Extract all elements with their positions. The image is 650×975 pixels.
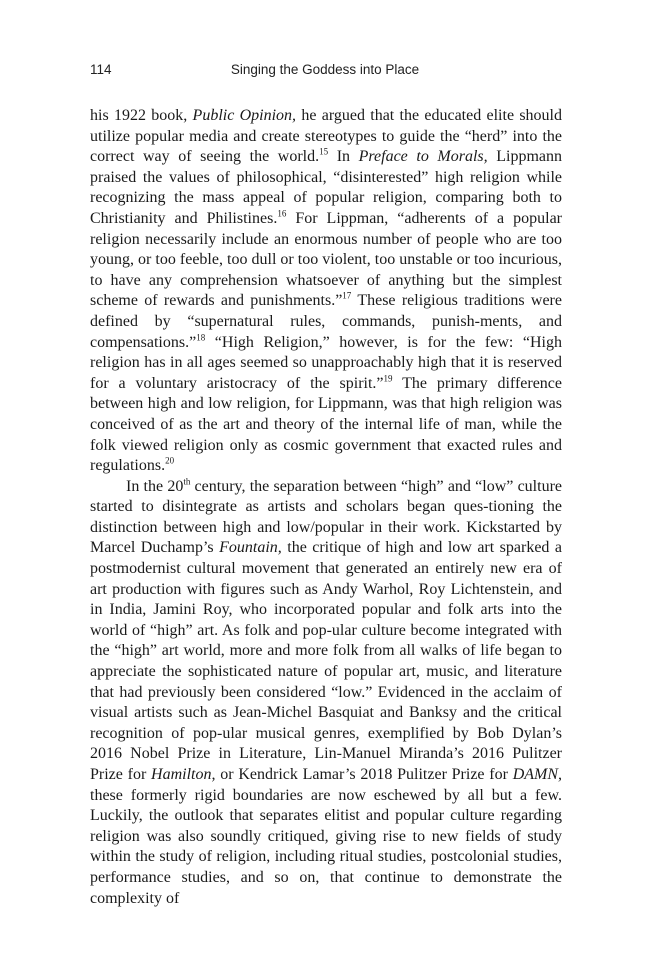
book-title: Preface to Morals, [358, 148, 488, 166]
footnote-ref-17[interactable]: 17 [342, 291, 352, 302]
album-title: DAMN, [512, 766, 563, 783]
ordinal-suffix: th [183, 476, 191, 487]
footnote-ref-18[interactable]: 18 [196, 332, 206, 343]
text-run: In the 20 [126, 477, 184, 495]
paragraph-1 [90, 106, 562, 477]
text-run: Lippmann praised the values of philosophical, “disinterested” high religion while recognizing the mass appeal of popular religion, comparing both to Christianity and Philistines. [90, 148, 562, 227]
body-text [90, 106, 562, 909]
running-head [90, 62, 560, 82]
artwork-title: Fountain, [219, 539, 282, 557]
text-run: In [328, 148, 359, 166]
text-run: the critique of high and low art sparked a postmodernist cultural movement that generated an entirely new era of art production with figures such as Andy Warhol, Roy Lichtenstein, and in India, Jamini Roy, who incorporated popular and folk arts into the world of “high” art. As folk and pop-ular culture become integrated with the “high” art world, more and more folk from all walks of life began to appreciate the sophisticated nature of popular art, music, and literature that had previously been considered “low.” Evidenced in the acclaim of visual artists such as Jean-Michel Basquiat and Banksy and the critical recognition of pop-ular musical genres, exemplified by Bob Dylan’s 2016 Nobel Prize in Literature, Lin-Manuel Miranda’s 2016 Pulitzer Prize for [90, 539, 562, 783]
paragraph-2 [90, 477, 562, 909]
footnote-ref-20[interactable]: 20 [165, 455, 175, 466]
page-number: 114 [90, 62, 112, 77]
work-title: Hamilton, [151, 766, 216, 783]
running-title: Singing the Goddess into Place [230, 62, 420, 77]
book-title: Public Opinion, [192, 107, 297, 124]
text-run: These religious traditions were defined by “supernatural rules, commands, punish-ments, and compensations.” [90, 292, 562, 351]
text-run: For Lippman, “adherents of a popular religion necessarily include an enormous number of people who are too young, or too feeble, too dull or too violent, too unstable or too incurious, to have any comprehension whatsoever of anything but the simplest scheme of rewards and punishments.” [90, 209, 562, 310]
text-run: or Kendrick Lamar’s 2018 Pulitzer Prize for [215, 766, 513, 783]
text-run: his 1922 book, [90, 107, 193, 124]
footnote-ref-19[interactable]: 19 [383, 373, 393, 384]
text-run: century, the separation between “high” and “low” culture started to disintegrate as artists and scholars began ques-tioning the distinction between high and low/popular in their work. Kickstarted by Marcel Duchamp’s [90, 477, 562, 557]
text-run: The primary difference between high and low religion, for Lippmann, was that high religion was conceived of as the art and theory of the internal life of man, while the folk viewed religion only as cosmic government that exacted rules and regulations. [90, 374, 563, 475]
footnote-ref-16[interactable]: 16 [277, 208, 287, 219]
text-run: he argued that the educated elite should utilize popular media and create stereotypes to guide the “herd” into the correct way of seeing the world. [90, 107, 563, 166]
text-run: these formerly rigid boundaries are now eschewed by all but a few. Luckily, the outlook that separates elitist and popular culture regarding religion was also soundly critiqued, giving rise to new fields of study within the study of religion, including ritual studies, postcolonial studies, performance studies, and so on, that continue to demonstrate the complexity of [90, 786, 562, 907]
text-run: “High Religion,” however, is for the few: “High religion has in all ages seemed so unapproachably high that it is reserved for a voluntary aristocracy of the spirit.” [90, 333, 562, 392]
footnote-ref-15[interactable]: 15 [319, 146, 329, 157]
